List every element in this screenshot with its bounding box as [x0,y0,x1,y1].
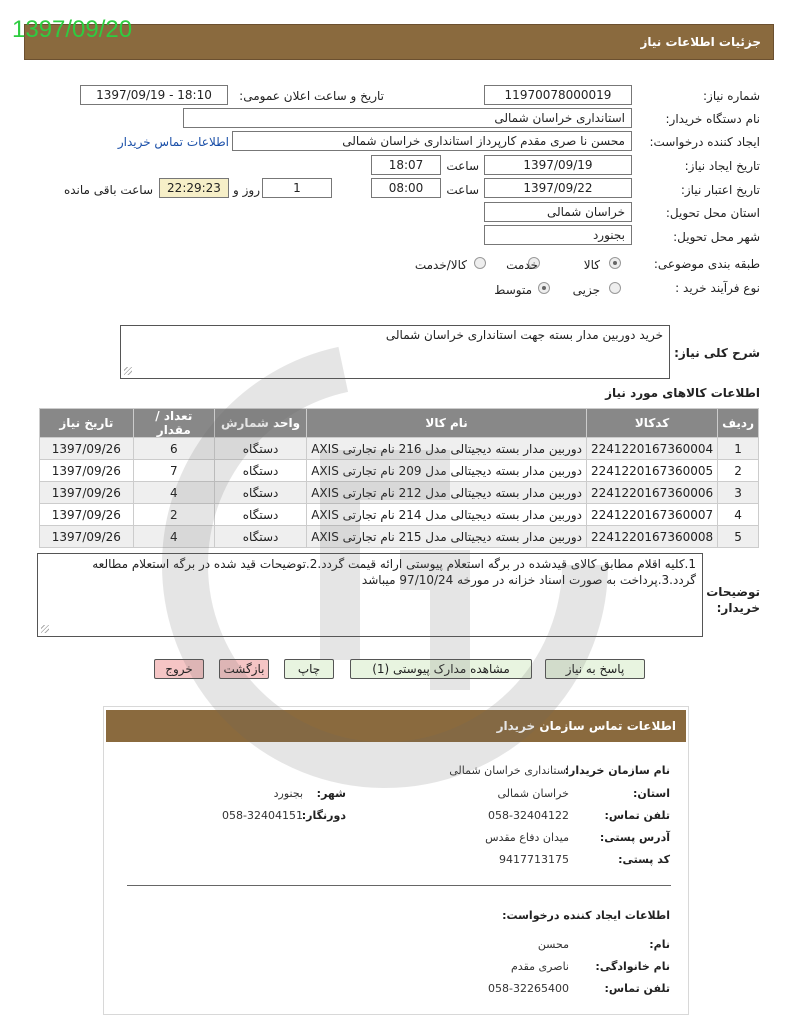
cell-date: 1397/09/26 [40,504,134,526]
cell-unit: دستگاه [214,482,306,504]
table-row [40,438,759,460]
table-row [40,482,759,504]
remaining-time-field: 22:29:23 [159,178,229,198]
cell-qty: 2 [133,504,214,526]
fax-label: دورنگار: [301,809,346,822]
city-contact-value: بجنورد [273,787,303,800]
attachments-button[interactable]: مشاهده مدارک پیوستی (1) [350,659,532,679]
org-name-label: نام سازمان خریدار: [564,764,670,777]
need-number-label: شماره نیاز: [703,89,760,103]
cell-name: دوربین مدار بسته دیجیتالی مدل 214 نام تجارتی AXIS [307,504,587,526]
city-contact-label: شهر: [316,787,346,800]
fax-value: 058-32404151 [222,809,303,822]
first-name-label: نام: [649,938,670,951]
cell-name: دوربین مدار بسته دیجیتالی مدل 215 نام تجارتی AXIS [307,526,587,548]
contact-card-title: اطلاعات تماس سازمان خریدار [496,719,676,733]
days-label: روز و [233,183,260,197]
items-section-title: اطلاعات کالاهای مورد نیاز [605,386,760,400]
resize-grip-icon[interactable] [41,625,49,633]
cell-row: 2 [718,460,759,482]
cell-date: 1397/09/26 [40,482,134,504]
validity-time-field: 08:00 [371,178,441,198]
col-date-header: تاریخ نیاز [40,409,134,438]
resize-grip-icon[interactable] [124,367,132,375]
cell-name: دوربین مدار بسته دیجیتالی مدل 212 نام تجارتی AXIS [307,482,587,504]
validity-time-label: ساعت [446,183,479,197]
cell-row: 1 [718,438,759,460]
days-field: 1 [262,178,332,198]
cell-qty: 4 [133,482,214,504]
cell-code: 2241220167360005 [586,460,717,482]
creator-field: محسن نا صری مقدم کارپرداز استانداری خراسان شمالی [232,131,632,151]
phone-value: 058-32404122 [488,809,569,822]
first-name-value: محسن [537,938,569,951]
address-value: میدان دفاع مقدس [485,831,569,844]
created-date-field: 1397/09/19 [484,155,632,175]
province-field: خراسان شمالی [484,202,632,222]
cell-row: 4 [718,504,759,526]
process-option-minor: جزیی [572,283,600,297]
postal-code-value: 9417713175 [499,853,569,866]
col-code-header: کدکالا [586,409,717,438]
process-option-medium: متوسط [494,283,532,297]
buyer-notes-text: 1.کلیه اقلام مطابق کالای قیدشده در برگه استعلام پیوستی ارائه قیمت گردد.2.توضیحات قید شده در برگه استعلام مطالعه گردد.3.پرداخت به صورت اسناد خزانه در مورخه 97/10/24 میباشد [92,557,696,587]
last-name-label: نام خانوادگی: [595,960,670,973]
date-stamp: 1397/09/20 [12,16,133,43]
process-radio-minor[interactable] [609,282,621,294]
validity-date-field: 1397/09/22 [484,178,632,198]
province-contact-value: خراسان شمالی [497,787,569,800]
created-date-label: تاریخ ایجاد نیاز: [684,159,760,173]
col-unit-header: واحد شمارش [214,409,306,438]
description-label: شرح کلی نیاز: [674,346,760,360]
exit-button[interactable]: خروج [154,659,204,679]
print-button[interactable]: چاپ [284,659,334,679]
col-row-header: ردیف [718,409,759,438]
buyer-contact-link[interactable]: اطلاعات تماس خریدار [117,135,229,149]
province-label: استان محل تحویل: [665,206,760,220]
divider [127,885,671,886]
creator-label: ایجاد کننده درخواست: [649,135,760,149]
category-radio-both[interactable] [474,257,486,269]
table-header-row [40,409,759,438]
announce-label: تاریخ و ساعت اعلان عمومی: [239,89,384,103]
cell-name: دوربین مدار بسته دیجیتالی مدل 209 نام تجارتی AXIS [307,460,587,482]
process-label: نوع فرآیند خرید : [675,281,760,295]
creator-info-title: اطلاعات ایجاد کننده درخواست: [502,909,670,922]
cell-unit: دستگاه [214,438,306,460]
reply-button[interactable]: پاسخ به نیاز [545,659,645,679]
page-title: جزئیات اطلاعات نیاز [640,35,761,49]
city-field: بجنورد [484,225,632,245]
cell-unit: دستگاه [214,504,306,526]
need-number-field: 11970078000019 [484,85,632,105]
postal-code-label: کد پستی: [618,853,670,866]
category-option-service: خدمت [506,258,538,272]
cell-unit: دستگاه [214,460,306,482]
page-header [24,24,774,60]
items-table [39,408,759,548]
table-row [40,504,759,526]
cell-qty: 6 [133,438,214,460]
cell-date: 1397/09/26 [40,438,134,460]
creator-phone-value: 058-32265400 [488,982,569,995]
back-button[interactable]: بازگشت [219,659,269,679]
cell-qty: 4 [133,526,214,548]
contact-card-header [106,710,686,742]
category-label: طبقه بندی موضوعی: [653,257,760,271]
created-time-label: ساعت [446,159,479,173]
cell-row: 5 [718,526,759,548]
address-label: آدرس پستی: [599,831,670,844]
announce-field: 1397/09/19 - 18:10 [80,85,228,105]
org-name-value: استانداری خراسان شمالی [449,764,569,777]
process-radio-medium[interactable] [538,282,550,294]
col-name-header: نام کالا [307,409,587,438]
phone-label: تلفن تماس: [604,809,670,822]
cell-code: 2241220167360006 [586,482,717,504]
category-radio-goods[interactable] [609,257,621,269]
cell-row: 3 [718,482,759,504]
created-time-field: 18:07 [371,155,441,175]
description-text: خرید دوربین مدار بسته جهت استانداری خراسان شمالی [385,328,663,342]
col-qty-header: تعداد / مقدار [133,409,214,438]
description-textarea[interactable] [120,325,670,379]
buyer-notes-textarea[interactable] [37,553,703,637]
buyer-notes-label: توضیحات خریدار: [706,585,760,615]
cell-date: 1397/09/26 [40,526,134,548]
category-option-both: کالا/خدمت [414,258,467,272]
province-contact-label: استان: [633,787,670,800]
table-row [40,460,759,482]
last-name-value: ناصری مقدم [511,960,569,973]
category-option-goods: کالا [583,258,600,272]
cell-unit: دستگاه [214,526,306,548]
remaining-label: ساعت باقی مانده [63,183,153,197]
cell-name: دوربین مدار بسته دیجیتالی مدل 216 نام تجارتی AXIS [307,438,587,460]
cell-code: 2241220167360007 [586,504,717,526]
cell-code: 2241220167360004 [586,438,717,460]
buyer-org-label: نام دستگاه خریدار: [665,112,760,126]
buyer-org-field: استانداری خراسان شمالی [183,108,632,128]
cell-code: 2241220167360008 [586,526,717,548]
cell-date: 1397/09/26 [40,460,134,482]
validity-date-label: تاریخ اعتبار نیاز: [680,183,760,197]
creator-phone-label: تلفن تماس: [604,982,670,995]
cell-qty: 7 [133,460,214,482]
table-row [40,526,759,548]
city-label: شهر محل تحویل: [673,230,760,244]
